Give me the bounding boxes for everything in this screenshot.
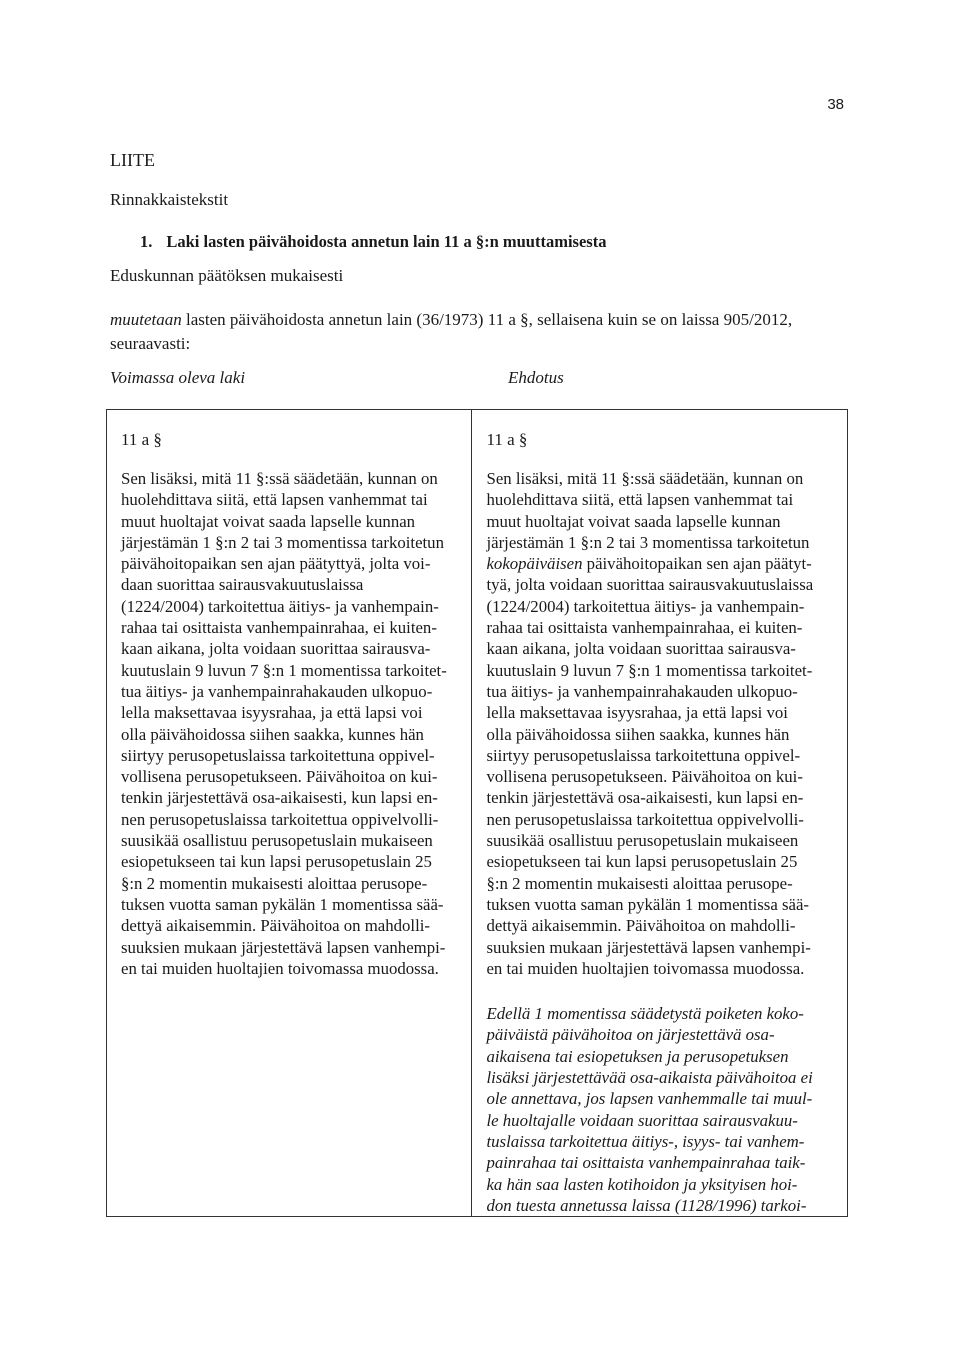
law-title-number: 1. [140,232,153,251]
proposal-paragraph [486,468,833,979]
comparison-table [106,409,848,1217]
current-law-paragraph: Sen lisäksi, mitä 11 §:ssä säädetään, kunnan on huolehdittava siitä, että lapsen vanhemmat tai muut huoltajat voivat saada lapselle kunnan järjestämän 1 §:n 2 tai 3 momentissa tarkoitetun päivähoitopaikan sen ajan päätyttyä, jolta voi- daan suorittaa sairausvakuutuslaissa (1224/2004) tarkoitettua äitiys- ja vanhempain- rahaa tai osittaista vanhempainrahaa, ei kuiten- kaan aikana, jolta voidaan suorittaa sairausva- kuutuslain 9 luvun 7 §:n 1 momentissa tarkoitet- tua äitiys- ja vanhempainrahakauden ulkopuo- lella maksettavaa isyysrahaa, ja että lapsi voi olla päivähoidossa siihen saakka, kunnes hän siirtyy perusopetuslaissa tarkoitettuna oppivel- vollisena perusopetukseen. Päivähoitoa on kui- tenkin järjestettävä osa-aikaisesti, kun lapsi en- nen perusopetuslaissa tarkoitettua oppivelvolli- suusikää osallistuu perusopetuslain mukaiseen esiopetukseen tai kun lapsi perusopetuslain 25 §:n 2 momentin mukaisesti aloittaa perusope- tuksen vuotta saman pykälän 1 momentissa sää- dettyä aikaisemmin. Päivähoitoa on mahdolli- suuksien mukaan järjestettävä lapsen vanhempi- en tai muiden huoltajien toivomassa muodossa. [121,469,447,978]
proposal-paragraph-italic: kokopäiväisen [486,554,583,574]
proposal-paragraph-part1: Sen lisäksi, mitä 11 §:ssä säädetään, kunnan on huolehdittava siitä, että lapsen vanhemmat tai muut huoltajat voivat saada lapselle kunnan järjestämän 1 §:n 2 tai 3 momentissa tarkoitetun [486,469,810,552]
proposal-cell [472,410,848,1217]
intro-lead-italic: muutetaan [110,310,182,329]
current-law-column-header: Voimassa oleva laki [110,368,246,387]
law-title-text: Laki lasten päivähoidosta annetun lain 11 a §:n muuttamisesta [166,232,607,251]
appendix-heading: LIITE [110,150,155,170]
comparison-row [107,410,848,1217]
proposal-section-mark: 11 a § [486,430,528,449]
law-title [140,232,606,252]
decision-line: Eduskunnan päätöksen mukaisesti [110,266,344,285]
intro-paragraph [110,308,810,356]
proposal-column-header: Ehdotus [508,368,564,387]
proposal-paragraph-part2: päivähoitopaikan sen ajan päätyt- tyä, jolta voidaan suorittaa sairausvakuutuslaissa (1224/2004) tarkoitettua äitiys- ja vanhempain- rahaa tai osittaista vanhempainrahaa, ei kuiten- kaan aikana, jolta voidaan suorittaa sairausva- kuutuslain 9 luvun 7 §:n 1 momentissa tarkoitet- tua äitiys- ja vanhempainrahakauden ulkopuo- lella maksettavaa isyysrahaa, ja että lapsi voi olla päivähoidossa siihen saakka, kunnes hän siirtyy perusopetuslaissa tarkoitettuna oppivel- vollisena perusopetukseen. Päivähoitoa on kui- tenkin järjestettävä osa-aikaisesti, kun lapsi en- nen perusopetuslaissa tarkoitettua oppivelvolli- suusikää osallistuu perusopetuslain mukaiseen esiopetukseen tai kun lapsi perusopetuslain 25 §:n 2 momentin mukaisesti aloittaa perusope- tuksen vuotta saman pykälän 1 momentissa sää- dettyä aikaisemmin. Päivähoitoa on mahdolli- suuksien mukaan järjestettävä lapsen vanhempi- en tai muiden huoltajien toivomassa muodossa. [486,554,814,978]
page-number: 38 [827,96,844,113]
parallel-texts-subheading: Rinnakkaistekstit [110,190,229,209]
proposal-new-paragraph: Edellä 1 momentissa säädetystä poiketen koko- päiväistä päivähoitoa on järjestettävä osa- aikaisena tai esiopetuksen ja perusopetuksen lisäksi järjestettävää osa-aikaista päivähoitoa ei ole annettava, jos lapsen vanhemmalle tai muul- le huoltajalle voidaan suorittaa sairausvakuu- tuslaissa tarkoitettua äitiys-, isyys- tai vanhem- painrahaa tai osittaista vanhempainrahaa taik- ka hän saa lasten kotihoidon ja yksityisen hoi- don tuesta annetussa laissa (1128/1996) tarkoi- [486,1004,813,1215]
current-law-section-mark: 11 a § [121,430,162,449]
current-law-cell [107,410,472,1217]
intro-text: lasten päivähoidosta annetun lain (36/1973) 11 a §, sellaisena kuin se on laissa 905/2012, seuraavasti: [110,310,793,353]
